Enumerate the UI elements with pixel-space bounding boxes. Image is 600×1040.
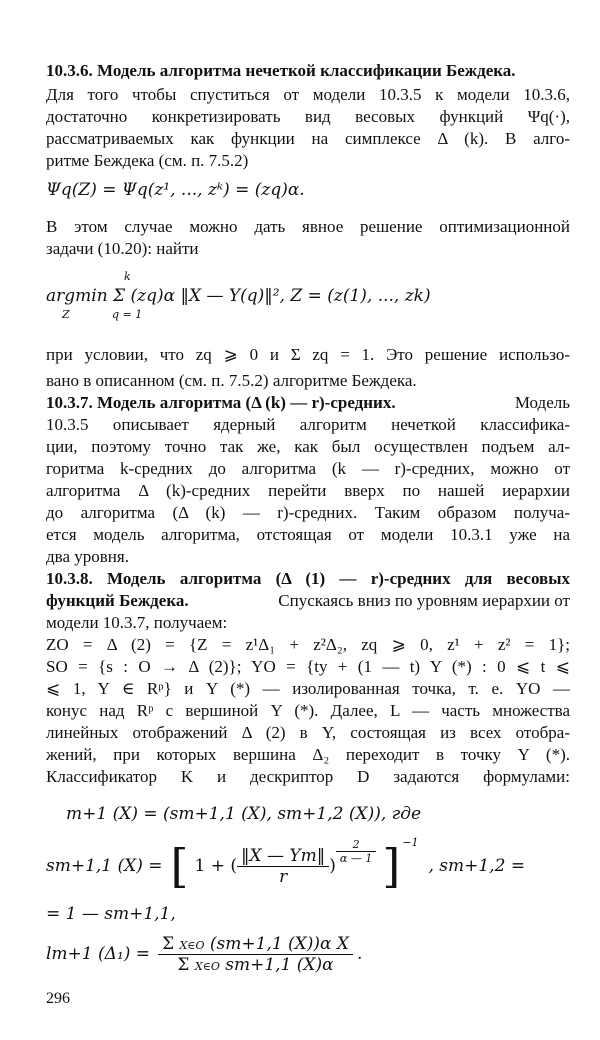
section-heading-10-3-8: 10.3.8. Модель алгоритма (Δ (1) — r)-средних для весовых	[46, 569, 570, 588]
text-line: задачи (10.20): найти	[46, 239, 199, 258]
inner-numerator: ‖X — Ym‖	[241, 845, 326, 866]
text-line: Для того чтобы спуститься от модели 10.3.5 к модели 10.3.6,	[46, 85, 570, 104]
outer-exponent: −1	[402, 836, 419, 849]
text-line: рассматриваемых как функции на симплексе Δ (k). В алго-	[46, 129, 570, 148]
sum-sign: Σ	[177, 954, 190, 975]
text-line: ется модель алгоритма, отстоящая от модели 10.3.1 уже на	[46, 525, 570, 544]
l-fraction	[158, 934, 353, 975]
l-numerator: (sm+1,1 (X))α X	[209, 933, 350, 954]
formula-argmin: argmin Σ (zq)α ‖X — Y(q)‖², Z = (z(1), ..., zk)	[46, 286, 431, 306]
text-line: жений, при которых вершина Δ₂ переходит в точку Y (*).	[46, 745, 570, 764]
text-line: 10.3.5 описывает ядерный алгоритм нечеткой классифика-	[46, 415, 570, 434]
text-line: достаточно конкретизировать вид весовых функций Ψq(·),	[46, 107, 570, 126]
heading-tail: Модель	[514, 393, 570, 412]
text-line: два уровня.	[46, 547, 129, 566]
inner-fraction	[237, 846, 329, 887]
text-line: конус над Rᵖ с вершиной Y (*). Далее, L — часть множества	[46, 701, 570, 720]
text-line: вано в описанном (см. п. 7.5.2) алгоритме Беждека.	[46, 371, 417, 390]
formula-s12: , sm+1,2 =	[428, 856, 526, 876]
section-heading-row-10-3-7	[46, 392, 570, 414]
text-line: SO = {s : O → Δ (2)}; YO = {ty + (1 — t) Y (*) : 0 ⩽ t ⩽	[46, 657, 570, 676]
heading-tail: Спускаясь вниз по уровням иерархии от	[278, 591, 570, 610]
formula-s11: sm+1,1 (X) = [ 1 + ( $\frac{‖X — Ym‖}{r}$ ) $\frac{2}{\alpha — 1}$ ] −1 , sm+1,2 =	[46, 836, 526, 893]
text-line: В этом случае можно дать явное решение оптимизационной	[46, 217, 570, 236]
formula-l: lm+1 (Δ₁) = $\frac{\text{Σ X∈O (sm+1,1 (X))α X}}{\text{Σ X∈O sm+1,1 (X)α}}$ .	[46, 933, 363, 975]
text-line: линейных отображений Δ (2) в Y, состоящая из всех отобра-	[46, 723, 570, 742]
text-line: Классификатор K и дескриптор D задаются формулами:	[46, 767, 570, 786]
page-number: 296	[46, 990, 70, 1007]
text-line: при условии, что zq ⩾ 0 и Σ zq = 1. Это решение использо-	[46, 345, 570, 364]
sum-subscript: X∈O	[179, 938, 205, 952]
inner-denominator: r	[279, 866, 288, 887]
l-denominator: sm+1,1 (X)α	[225, 954, 334, 975]
text-line: ZO = Δ (2) = {Z = z¹Δ₁ + z²Δ₂, zq ⩾ 0, z¹ + z² = 1};	[46, 635, 570, 654]
sum-sign: Σ	[162, 933, 175, 954]
section-heading-10-3-7: 10.3.7. Модель алгоритма (Δ (k) — r)-средних.	[46, 393, 396, 412]
text-line: ритме Беждека (см. п. 7.5.2)	[46, 151, 249, 170]
text-line: ⩽ 1, Y ∈ Rᵖ} и Y (*) — изолированная точка, т. е. YO —	[46, 679, 570, 698]
formula-psi: Ψq(Z) = Ψq(z¹, ..., zᵏ) = (zq)α.	[46, 180, 305, 200]
text-line: алгоритма Δ (k)-средних перейти вверх по нашей иерархии	[46, 481, 570, 500]
formula-s11-left: sm+1,1 (X) =	[46, 856, 163, 876]
section-heading-10-3-6: 10.3.6. Модель алгоритма нечеткой классификации Беждека.	[46, 61, 516, 80]
section-heading-row-10-3-8	[46, 590, 570, 612]
one-plus: 1 + (	[194, 856, 237, 876]
formula-l-left: lm+1 (Δ₁) =	[46, 944, 151, 964]
sum-lower-limit: q = 1	[112, 308, 143, 321]
section-heading-10-3-8-cont: функций Беждека.	[46, 591, 189, 610]
text-line: ции, поэтому точно так же, как был осуществлен подъем ал-	[46, 437, 570, 456]
right-bracket: ]	[382, 839, 401, 893]
formula-s-vector: m+1 (X) = (sm+1,1 (X), sm+1,2 (X)), где	[66, 804, 422, 824]
text-line: горитма k-средних до алгоритма (k — r)-средних, можно от	[46, 459, 570, 478]
formula-s12-value: = 1 — sm+1,1,	[46, 904, 176, 924]
sum-subscript: X∈O	[194, 959, 220, 973]
text-line: до алгоритма (Δ (k) — r)-средних. Таким образом получа-	[46, 503, 570, 522]
sum-upper-limit: k	[124, 270, 131, 283]
argmin-subscript: Z	[62, 308, 70, 321]
left-bracket: [	[170, 839, 189, 893]
exponent-fraction: $\frac{2}{\alpha — 1}$	[336, 838, 376, 865]
text-line: модели 10.3.7, получаем:	[46, 613, 228, 632]
